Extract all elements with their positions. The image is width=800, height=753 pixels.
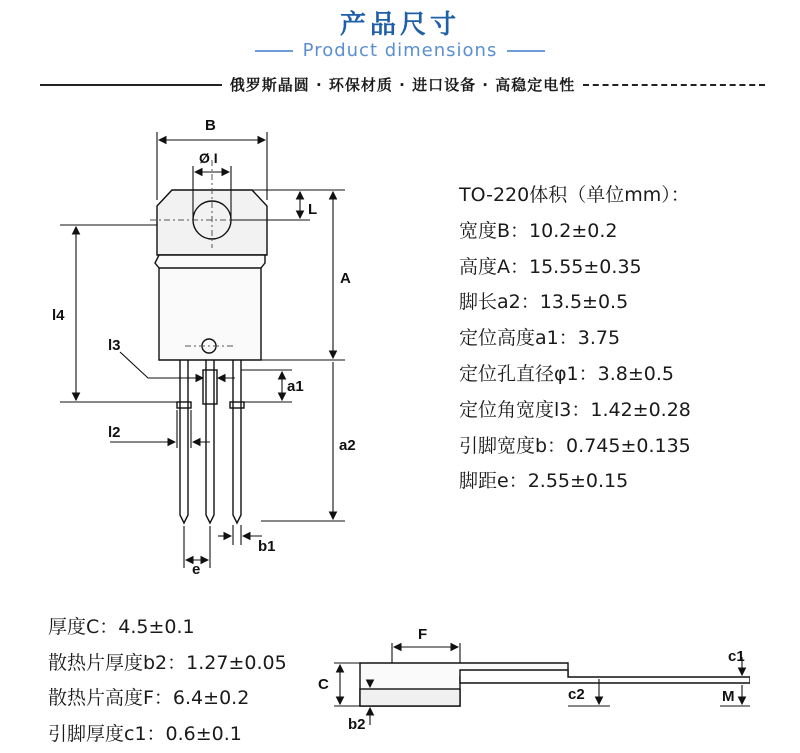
spec-list-bottom: [48, 610, 287, 752]
label-phi: Ø I: [199, 150, 218, 166]
spec-corner-width: 定位角宽度l3：1.42±0.28: [459, 398, 691, 421]
label-b1: b1: [258, 538, 276, 555]
label-L: L: [308, 201, 318, 218]
label-e: e: [192, 561, 201, 578]
spec-heatsink-thickness: 散热片厚度b2：1.27±0.05: [48, 651, 287, 674]
label-l3: l3: [108, 337, 121, 354]
spec-lead-length: 脚长a2：13.5±0.5: [459, 291, 629, 314]
label-c1: c1: [728, 648, 745, 665]
spec-thickness: 厚度C：4.5±0.1: [48, 616, 195, 638]
label-A: A: [340, 270, 351, 287]
spec-hole-diameter: 定位孔直径φ1：3.8±0.5: [459, 362, 674, 385]
label-c2: c2: [568, 686, 585, 703]
label-b2: b2: [348, 716, 366, 733]
label-a1: a1: [287, 378, 304, 395]
spec-width: 宽度B：10.2±0.2: [459, 219, 618, 242]
package-body: [155, 255, 265, 360]
feature-text: 俄罗斯晶圆 · 环保材质 · 进口设备 · 高稳定电性: [229, 76, 576, 94]
label-M: M: [722, 688, 735, 705]
page-title: 产品尺寸: [339, 10, 460, 40]
spec-lead-width: 引脚宽度b：0.745±0.135: [459, 434, 691, 457]
label-C: C: [318, 676, 329, 693]
label-F: F: [418, 626, 428, 643]
spec-package: TO-220体积（单位mm）：: [459, 184, 690, 206]
spec-locating-height: 定位高度a1：3.75: [459, 327, 621, 350]
side-view-drawing: [310, 625, 750, 745]
label-l2: l2: [108, 424, 121, 441]
spec-heatsink-height: 散热片高度F：6.4±0.2: [48, 687, 250, 709]
spec-list: [459, 178, 691, 500]
label-B: B: [205, 117, 216, 134]
spec-lead-thickness: 引脚厚度c1：0.6±0.1: [48, 722, 242, 745]
label-l4: l4: [52, 307, 65, 324]
leads: [177, 360, 244, 523]
side-heatsink: [360, 689, 460, 706]
spec-height: 高度A：15.55±0.35: [459, 255, 642, 278]
label-a2: a2: [339, 437, 356, 454]
subtitle-text: Product dimensions: [302, 40, 498, 61]
spec-pitch: 脚距e：2.55±0.15: [459, 470, 629, 493]
